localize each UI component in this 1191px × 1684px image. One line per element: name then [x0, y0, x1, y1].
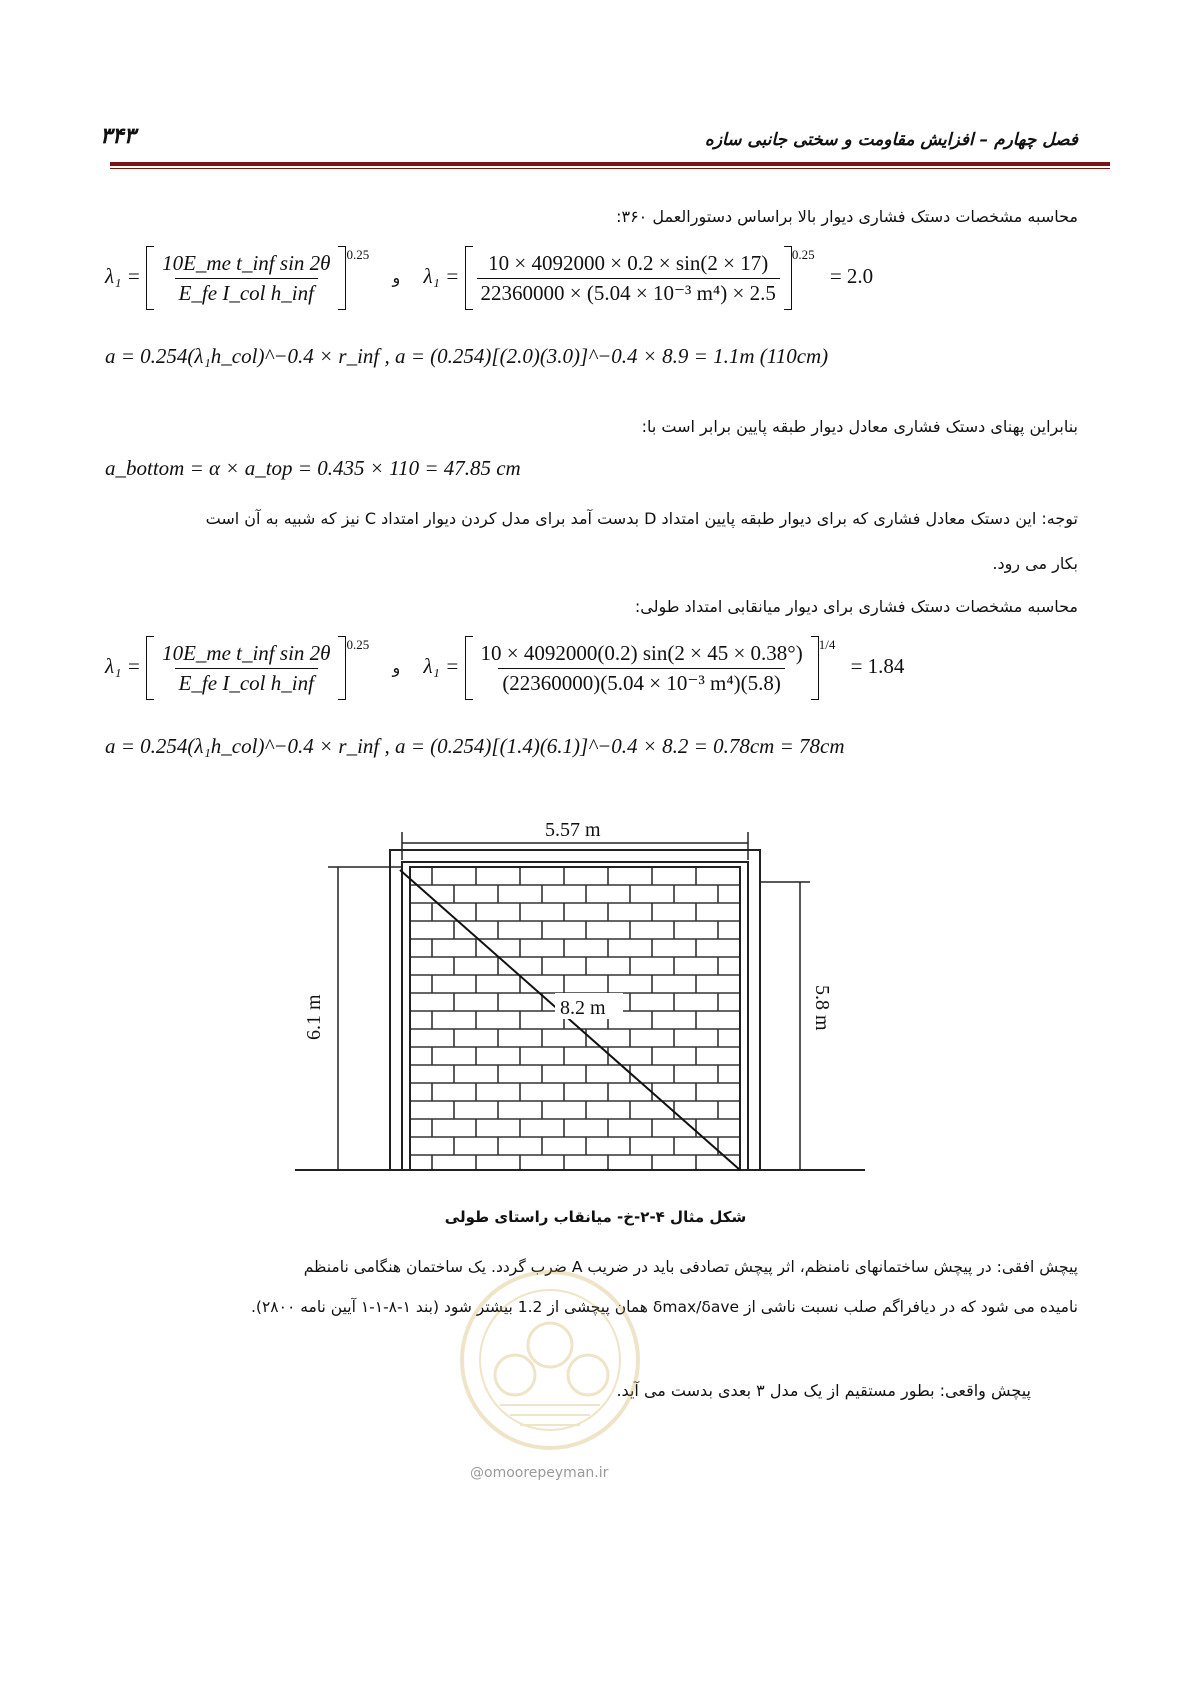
width-label: 5.57 m: [545, 819, 601, 841]
eq4-numerator-2: 10 × 4092000(0.2) sin(2 × 45 × 0.38°): [480, 640, 803, 665]
equation-a-infill: a = 0.254(λ₁h_col)^−0.4 × r_inf , a = (0.254)[(1.4)(6.1)]^−0.4 × 8.2 = 0.78cm = 78cm: [105, 734, 845, 758]
eq1-numerator: 10E_me t_inf sin 2θ: [162, 250, 331, 275]
equation-lambda-2: [105, 636, 904, 700]
figure-caption: شکل مثال ۴-۲-خ- میانقاب راستای طولی: [444, 1208, 747, 1226]
eq4-denominator: E_fe I_col h_inf: [175, 668, 318, 696]
eq1-result: = 2.0: [829, 263, 874, 288]
right-height-label: 5.8 m: [811, 985, 833, 1031]
eq4-lhs-2: λ₁ =: [423, 653, 460, 678]
equation-lambda-1: [105, 246, 873, 310]
eq4-result: = 1.84: [850, 653, 905, 678]
watermark-url: @omoorepeyman.ir: [470, 1465, 609, 1481]
eq1-exponent: 0.25: [346, 246, 370, 262]
eq1-denominator: E_fe I_col h_inf: [175, 278, 318, 306]
diagonal-label: 8.2 m: [560, 997, 606, 1019]
eq1-denominator-2: 22360000 × (5.04 × 10⁻³ m⁴) × 2.5: [477, 278, 780, 306]
therefore-line: بنابراین پهنای دستک فشاری معادل دیوار طبقه پایین برابر است با:: [641, 417, 1078, 436]
eq1-exponent-2: 0.25: [791, 246, 815, 262]
note-line-2: بکار می رود.: [992, 554, 1078, 573]
eq1-numerator-2: 10 × 4092000 × 0.2 × sin(2 × 17): [488, 250, 769, 275]
note-line-1: توجه: این دستک معادل فشاری که برای دیوار طبقه پایین امتداد D بدست آمد برای مدل کردن دیوار امتداد C نیز که شبیه به آن است: [205, 509, 1078, 528]
eq1-connector: و: [392, 267, 401, 287]
eq4-denominator-2: (22360000)(5.04 × 10⁻³ m⁴)(5.8): [498, 668, 785, 696]
eq4-numerator: 10E_me t_inf sin 2θ: [162, 640, 331, 665]
watermark-seal-icon: [440, 1265, 660, 1455]
page-number: ۳۴۳: [100, 124, 136, 149]
horizontal-torsion-line-1: پیچش افقی: در پیچش ساختمانهای نامنظم، اثر پیچش تصادفی باید در ضریب A ضرب گردد. یک ساختمان هنگامی نامنظم: [303, 1258, 1078, 1276]
eq4-lhs: λ₁ =: [105, 653, 141, 678]
eq4-exponent: 0.25: [346, 636, 370, 652]
infill-wall-figure: [290, 810, 870, 1200]
eq4-connector: و: [392, 657, 401, 677]
header-rule-thin: [110, 168, 1110, 169]
left-height-label: 6.1 m: [303, 994, 325, 1040]
actual-torsion-line: پیچش واقعی: بطور مستقیم از یک مدل ۳ بعدی بدست می آید.: [616, 1381, 1031, 1400]
equation-a-bottom: a_bottom = α × a_top = 0.435 × 110 = 47.85 cm: [105, 456, 521, 480]
equation-a-top: a = 0.254(λ₁h_col)^−0.4 × r_inf , a = (0.254)[(2.0)(3.0)]^−0.4 × 8.9 = 1.1m (110cm): [105, 344, 829, 368]
eq1-lhs: λ₁ =: [105, 263, 141, 288]
chapter-title: فصل چهارم – افزایش مقاومت و سختی جانبی سازه: [704, 130, 1078, 150]
horizontal-torsion-line-2: نامیده می شود که در دیافراگم صلب نسبت ناشی از δmax/δave همان پیچشی از 1.2 بیشتر شود (بند ۱-۸-۱-۱ آیین نامه ۲۸۰۰).: [251, 1298, 1078, 1316]
intro-line: محاسبه مشخصات دستک فشاری دیوار بالا براساس دستورالعمل ۳۶۰:: [616, 207, 1078, 226]
eq4-exponent-2: 1/4: [818, 636, 836, 652]
infill-intro-line: محاسبه مشخصات دستک فشاری برای دیوار میانقابی امتداد طولی:: [634, 597, 1078, 616]
header-rule: [110, 162, 1110, 166]
eq1-lhs-2: λ₁ =: [423, 263, 460, 288]
